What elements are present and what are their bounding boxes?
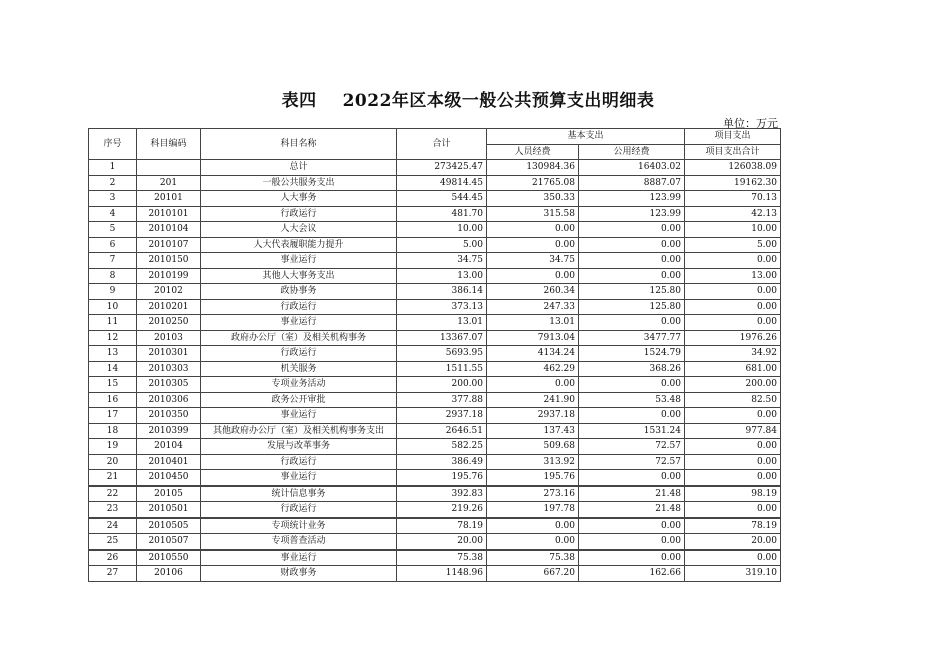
row-public: 162.66 (579, 566, 685, 582)
row-seq: 19 (89, 439, 137, 455)
row-project: 20.00 (685, 534, 781, 550)
row-seq: 12 (89, 330, 137, 346)
row-personnel: 247.33 (487, 299, 579, 315)
row-code: 20105 (137, 486, 201, 502)
header-seq: 序号 (89, 129, 137, 160)
row-code: 2010501 (137, 502, 201, 518)
row-personnel: 13.01 (487, 315, 579, 331)
row-personnel: 313.92 (487, 454, 579, 470)
row-total: 13.00 (397, 268, 487, 284)
row-project: 200.00 (685, 377, 781, 393)
row-name: 政协事务 (201, 284, 397, 300)
row-project: 78.19 (685, 518, 781, 534)
row-name: 总计 (201, 160, 397, 176)
row-name: 其他政府办公厅（室）及相关机构事务支出 (201, 423, 397, 439)
table-row (89, 377, 781, 393)
row-personnel: 667.20 (487, 566, 579, 582)
row-project: 98.19 (685, 486, 781, 502)
row-code: 2010104 (137, 222, 201, 238)
table-row (89, 253, 781, 269)
table-row (89, 191, 781, 207)
row-project: 5.00 (685, 237, 781, 253)
row-total: 1511.55 (397, 361, 487, 377)
row-name: 政府办公厅（室）及相关机构事务 (201, 330, 397, 346)
row-name: 专项普查活动 (201, 534, 397, 550)
row-name: 行政运行 (201, 346, 397, 362)
row-code: 20104 (137, 439, 201, 455)
table-row (89, 284, 781, 300)
row-personnel: 137.43 (487, 423, 579, 439)
row-code: 2010201 (137, 299, 201, 315)
header-row-1 (89, 129, 781, 145)
row-code: 2010550 (137, 550, 201, 566)
row-seq: 5 (89, 222, 137, 238)
row-public: 0.00 (579, 534, 685, 550)
row-project: 681.00 (685, 361, 781, 377)
header-name: 科目名称 (201, 129, 397, 160)
table-row (89, 361, 781, 377)
row-seq: 20 (89, 454, 137, 470)
header-basic: 基本支出 (487, 129, 685, 145)
row-name: 行政运行 (201, 206, 397, 222)
row-public: 72.57 (579, 439, 685, 455)
page-title (0, 86, 936, 111)
row-seq: 15 (89, 377, 137, 393)
row-name: 专项统计业务 (201, 518, 397, 534)
table-row (89, 518, 781, 534)
row-total: 20.00 (397, 534, 487, 550)
row-personnel: 273.16 (487, 486, 579, 502)
row-personnel: 4134.24 (487, 346, 579, 362)
row-public: 0.00 (579, 377, 685, 393)
row-name: 行政运行 (201, 502, 397, 518)
row-total: 13367.07 (397, 330, 487, 346)
row-project: 126038.09 (685, 160, 781, 176)
row-public: 0.00 (579, 222, 685, 238)
row-personnel: 260.34 (487, 284, 579, 300)
row-seq: 14 (89, 361, 137, 377)
row-project: 10.00 (685, 222, 781, 238)
row-total: 481.70 (397, 206, 487, 222)
row-project: 0.00 (685, 454, 781, 470)
row-name: 事业运行 (201, 408, 397, 424)
row-code (137, 160, 201, 176)
row-total: 2937.18 (397, 408, 487, 424)
row-code: 2010101 (137, 206, 201, 222)
header-project: 项目支出 (685, 129, 781, 145)
row-project: 34.92 (685, 346, 781, 362)
row-name: 人大会议 (201, 222, 397, 238)
row-total: 377.88 (397, 392, 487, 408)
table-row (89, 486, 781, 502)
row-seq: 4 (89, 206, 137, 222)
row-seq: 24 (89, 518, 137, 534)
row-public: 1531.24 (579, 423, 685, 439)
row-public: 0.00 (579, 518, 685, 534)
row-project: 0.00 (685, 470, 781, 486)
row-project: 19162.30 (685, 175, 781, 191)
row-project: 0.00 (685, 550, 781, 566)
row-seq: 26 (89, 550, 137, 566)
row-seq: 11 (89, 315, 137, 331)
row-name: 专项业务活动 (201, 377, 397, 393)
row-total: 5693.95 (397, 346, 487, 362)
table-row (89, 222, 781, 238)
row-code: 201 (137, 175, 201, 191)
row-public: 368.26 (579, 361, 685, 377)
row-personnel: 0.00 (487, 377, 579, 393)
row-code: 20101 (137, 191, 201, 207)
row-seq: 21 (89, 470, 137, 486)
row-seq: 6 (89, 237, 137, 253)
row-personnel: 350.33 (487, 191, 579, 207)
table-row (89, 175, 781, 191)
row-code: 2010301 (137, 346, 201, 362)
row-seq: 16 (89, 392, 137, 408)
row-code: 2010399 (137, 423, 201, 439)
row-public: 21.48 (579, 486, 685, 502)
row-code: 2010401 (137, 454, 201, 470)
table-row (89, 566, 781, 582)
row-code: 2010303 (137, 361, 201, 377)
row-project: 319.10 (685, 566, 781, 582)
row-name: 财政事务 (201, 566, 397, 582)
row-project: 0.00 (685, 299, 781, 315)
row-seq: 18 (89, 423, 137, 439)
row-name: 发展与改革事务 (201, 439, 397, 455)
row-seq: 25 (89, 534, 137, 550)
row-project: 70.13 (685, 191, 781, 207)
row-personnel: 0.00 (487, 237, 579, 253)
row-personnel: 241.90 (487, 392, 579, 408)
row-personnel: 197.78 (487, 502, 579, 518)
table-row (89, 408, 781, 424)
row-seq: 2 (89, 175, 137, 191)
table-row (89, 470, 781, 486)
row-project: 0.00 (685, 284, 781, 300)
row-seq: 23 (89, 502, 137, 518)
row-seq: 17 (89, 408, 137, 424)
row-total: 34.75 (397, 253, 487, 269)
row-personnel: 0.00 (487, 222, 579, 238)
row-total: 1148.96 (397, 566, 487, 582)
row-seq: 9 (89, 284, 137, 300)
row-total: 78.19 (397, 518, 487, 534)
row-total: 10.00 (397, 222, 487, 238)
row-public: 0.00 (579, 550, 685, 566)
row-seq: 3 (89, 191, 137, 207)
table-row (89, 299, 781, 315)
table-row (89, 330, 781, 346)
row-personnel: 21765.08 (487, 175, 579, 191)
row-name: 事业运行 (201, 315, 397, 331)
row-seq: 1 (89, 160, 137, 176)
row-total: 2646.51 (397, 423, 487, 439)
row-public: 125.80 (579, 299, 685, 315)
row-seq: 8 (89, 268, 137, 284)
row-personnel: 0.00 (487, 534, 579, 550)
budget-table (88, 128, 781, 582)
row-total: 5.00 (397, 237, 487, 253)
row-public: 0.00 (579, 408, 685, 424)
row-name: 其他人大事务支出 (201, 268, 397, 284)
table-row (89, 237, 781, 253)
row-project: 82.50 (685, 392, 781, 408)
row-personnel: 0.00 (487, 518, 579, 534)
row-seq: 27 (89, 566, 137, 582)
row-total: 195.76 (397, 470, 487, 486)
row-total: 273425.47 (397, 160, 487, 176)
row-project: 977.84 (685, 423, 781, 439)
table-row (89, 268, 781, 284)
row-public: 21.48 (579, 502, 685, 518)
row-name: 事业运行 (201, 550, 397, 566)
row-public: 123.99 (579, 191, 685, 207)
row-total: 386.14 (397, 284, 487, 300)
row-public: 16403.02 (579, 160, 685, 176)
header-code: 科目编码 (137, 129, 201, 160)
row-project: 42.13 (685, 206, 781, 222)
row-project: 0.00 (685, 408, 781, 424)
row-code: 2010199 (137, 268, 201, 284)
table-row (89, 160, 781, 176)
row-total: 582.25 (397, 439, 487, 455)
row-public: 53.48 (579, 392, 685, 408)
table-row (89, 454, 781, 470)
table-row (89, 502, 781, 518)
row-total: 386.49 (397, 454, 487, 470)
row-total: 13.01 (397, 315, 487, 331)
table-row (89, 392, 781, 408)
row-code: 2010507 (137, 534, 201, 550)
row-project: 0.00 (685, 502, 781, 518)
row-name: 事业运行 (201, 470, 397, 486)
row-code: 2010305 (137, 377, 201, 393)
unit-label: 单位：万元 (723, 117, 778, 130)
table-row (89, 439, 781, 455)
row-personnel: 195.76 (487, 470, 579, 486)
row-personnel: 315.58 (487, 206, 579, 222)
row-personnel: 0.00 (487, 268, 579, 284)
row-total: 200.00 (397, 377, 487, 393)
row-seq: 22 (89, 486, 137, 502)
row-personnel: 75.38 (487, 550, 579, 566)
row-code: 2010150 (137, 253, 201, 269)
table-row (89, 346, 781, 362)
table-row (89, 534, 781, 550)
row-seq: 13 (89, 346, 137, 362)
row-code: 20106 (137, 566, 201, 582)
row-name: 事业运行 (201, 253, 397, 269)
row-name: 政务公开审批 (201, 392, 397, 408)
table-row (89, 315, 781, 331)
row-personnel: 34.75 (487, 253, 579, 269)
header-public: 公用经费 (579, 144, 685, 160)
row-total: 219.26 (397, 502, 487, 518)
row-project: 0.00 (685, 439, 781, 455)
row-name: 机关服务 (201, 361, 397, 377)
row-code: 2010350 (137, 408, 201, 424)
row-project: 0.00 (685, 253, 781, 269)
row-code: 20102 (137, 284, 201, 300)
row-public: 3477.77 (579, 330, 685, 346)
row-total: 392.83 (397, 486, 487, 502)
row-public: 0.00 (579, 268, 685, 284)
row-code: 2010107 (137, 237, 201, 253)
row-total: 373.13 (397, 299, 487, 315)
row-name: 人大代表履职能力提升 (201, 237, 397, 253)
row-public: 123.99 (579, 206, 685, 222)
row-personnel: 509.68 (487, 439, 579, 455)
row-code: 2010505 (137, 518, 201, 534)
row-project: 13.00 (685, 268, 781, 284)
header-personnel: 人员经费 (487, 144, 579, 160)
row-personnel: 130984.36 (487, 160, 579, 176)
row-total: 75.38 (397, 550, 487, 566)
row-name: 行政运行 (201, 454, 397, 470)
header-total: 合计 (397, 129, 487, 160)
row-code: 2010250 (137, 315, 201, 331)
row-personnel: 2937.18 (487, 408, 579, 424)
row-public: 0.00 (579, 470, 685, 486)
row-seq: 10 (89, 299, 137, 315)
row-name: 人大事务 (201, 191, 397, 207)
table-title: 2022年区本级一般公共预算支出明细表 (342, 91, 655, 111)
row-code: 2010306 (137, 392, 201, 408)
table-row (89, 206, 781, 222)
row-name: 统计信息事务 (201, 486, 397, 502)
row-name: 一般公共服务支出 (201, 175, 397, 191)
row-public: 8887.07 (579, 175, 685, 191)
row-personnel: 7913.04 (487, 330, 579, 346)
row-personnel: 462.29 (487, 361, 579, 377)
table-number: 表四 (281, 91, 317, 111)
row-project: 0.00 (685, 315, 781, 331)
row-public: 0.00 (579, 237, 685, 253)
row-public: 72.57 (579, 454, 685, 470)
row-code: 20103 (137, 330, 201, 346)
row-seq: 7 (89, 253, 137, 269)
row-code: 2010450 (137, 470, 201, 486)
header-project-total: 项目支出合计 (685, 144, 781, 160)
row-total: 49814.45 (397, 175, 487, 191)
table-row (89, 423, 781, 439)
table-row (89, 550, 781, 566)
row-public: 0.00 (579, 315, 685, 331)
row-public: 125.80 (579, 284, 685, 300)
row-public: 0.00 (579, 253, 685, 269)
row-total: 544.45 (397, 191, 487, 207)
row-project: 1976.26 (685, 330, 781, 346)
row-name: 行政运行 (201, 299, 397, 315)
row-public: 1524.79 (579, 346, 685, 362)
